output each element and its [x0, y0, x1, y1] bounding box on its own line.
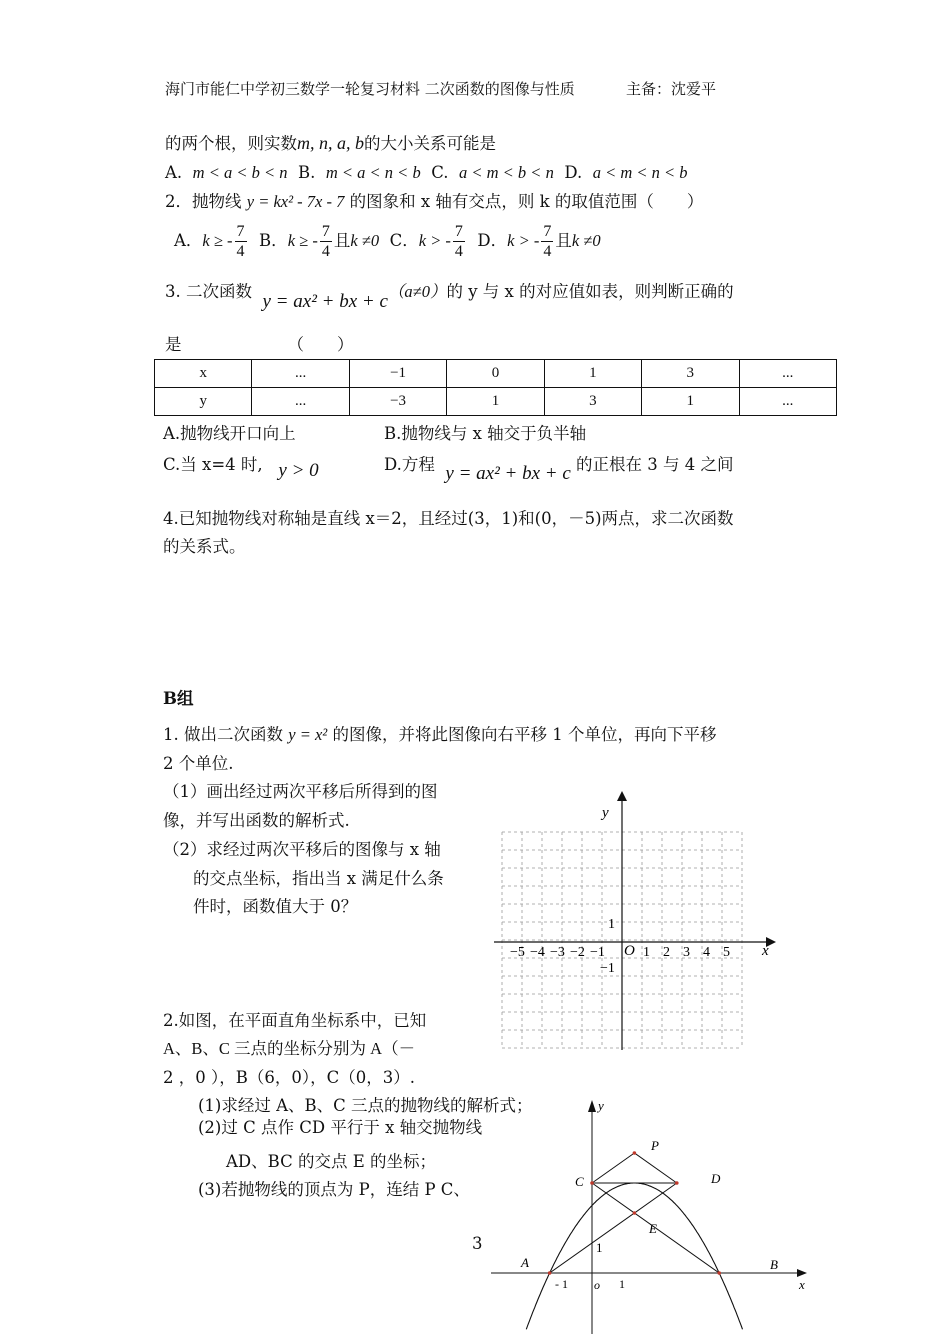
grid-origin: O: [624, 943, 635, 959]
table-cell: 1: [544, 360, 641, 388]
q3-value-table: [154, 359, 837, 416]
b1-part2-l1: （2）求经过两次平移后的图像与 x 轴: [163, 840, 441, 859]
q4-line1: 4.已知抛物线对称轴是直线 x＝2，且经过(3，1)和(0，－5)两点，求二次函数: [163, 509, 734, 528]
grid-x-tick: −4: [530, 945, 545, 960]
b1-stem: 1. 做出二次函数 y = x² 的图像，并将此图像向右平移 1 个单位，再向下平移: [163, 725, 717, 744]
parabola-curve: [526, 1183, 742, 1329]
grid-x-tick: −2: [570, 945, 585, 960]
q1-opt-c[interactable]: C. a < m < b < n: [431, 163, 554, 182]
figure-point: [717, 1271, 721, 1275]
grid-x-tick: 1: [643, 945, 650, 960]
b1-part1-l2: 像，并写出函数的解析式.: [163, 811, 350, 830]
grid-x-tick: −5: [510, 945, 525, 960]
table-cell: −1: [349, 360, 447, 388]
b2-line2: A、B、C 三点的坐标分别为 A（－: [163, 1039, 416, 1058]
b1-part2-l3: 件时，函数值大于 0？: [193, 897, 358, 916]
table-cell: 1: [447, 388, 544, 416]
b2-sub1: (1)求经过 A、B、C 三点的抛物线的解析式；: [198, 1096, 533, 1115]
label-origin: o: [594, 1278, 600, 1292]
b2-sub2: (2)过 C 点作 CD 平行于 x 轴交抛物线: [198, 1118, 483, 1137]
fig-tick-y1: 1: [596, 1240, 603, 1255]
grid-x-tick: −1: [590, 945, 605, 960]
label-a: A: [521, 1255, 529, 1270]
grid-x-tick: 5: [723, 945, 730, 960]
q3-opt-d[interactable]: D.方程 y = ax² + bx + c 的正根在 3 与 4 之间: [384, 455, 734, 484]
grid-y-tick-minus-1: −1: [600, 961, 615, 976]
grid-y-tick-1: 1: [608, 917, 615, 932]
q2-stem: 2．抛物线 y = kx² - 7x - 7 的图象和 x 轴有交点，则 k 的取值范围（ ）: [165, 192, 704, 211]
b1-part1-l1: （1）画出经过两次平移后所得到的图: [163, 782, 438, 801]
table-cell: −3: [349, 388, 447, 416]
header-title: 海门市能仁中学初三数学一轮复习材料 二次函数的图像与性质: [165, 80, 575, 98]
q1-options: [165, 163, 688, 183]
fig-y-label: y: [598, 1098, 604, 1113]
grid-x-tick: 3: [683, 945, 690, 960]
q2-opt-b[interactable]: B．k ≥ - $\frac{7}{4}$ 且k ≠0: [259, 223, 380, 260]
q1-stem: 的两个根，则实数m, n, a, b的大小关系可能是: [165, 133, 496, 153]
table-row: [155, 360, 837, 388]
coordinate-grid: [490, 785, 780, 1055]
q1-opt-d[interactable]: D. a < m < n < b: [564, 163, 688, 182]
b1-stem-line2: 2 个单位.: [163, 754, 234, 773]
table-cell: ...: [252, 360, 349, 388]
label-p: P: [651, 1138, 659, 1153]
fig-tick-x1: 1: [619, 1277, 625, 1291]
q2-opt-c[interactable]: C．k > - $\frac{7}{4}$: [389, 223, 463, 260]
q1-opt-b[interactable]: B. m < a < n < b: [298, 163, 421, 182]
table-cell: 0: [447, 360, 544, 388]
figure-segment: [634, 1153, 676, 1183]
table-row: [155, 388, 837, 416]
table-cell: ...: [252, 388, 349, 416]
label-d: D: [711, 1171, 721, 1186]
table-cell: 1: [642, 388, 739, 416]
q4-line2: 的关系式。: [163, 537, 246, 556]
q3-stem: 3. 二次函数 y = ax² + bx + c（a≠0）的 y 与 x 的对应值如表，则判断正确的: [165, 282, 734, 312]
fig-x-label: x: [799, 1277, 805, 1292]
fig-tick-neg1: - 1: [555, 1277, 568, 1291]
table-cell: y: [155, 388, 252, 416]
figure-segment: [550, 1183, 677, 1273]
table-cell: 3: [544, 388, 641, 416]
table-cell: 3: [642, 360, 739, 388]
table-cell: ...: [739, 388, 837, 416]
parabola-figure: [485, 1092, 815, 1334]
b2-sub3: (3)若抛物线的顶点为 P，连结 P C、: [198, 1180, 470, 1199]
header-author: 主备：沈爱平: [626, 80, 717, 98]
q2-options: [174, 222, 601, 261]
b2-sub2b: AD、BC 的交点 E 的坐标；: [226, 1152, 436, 1171]
q3-opt-c[interactable]: C.当 x=4 时, y > 0: [163, 455, 319, 481]
grid-x-tick: −3: [550, 945, 565, 960]
figure-point: [633, 1211, 637, 1215]
table-cell: ...: [739, 360, 837, 388]
grid-x-label: x: [762, 943, 769, 959]
q3-opt-a[interactable]: A.抛物线开口向上: [163, 424, 296, 443]
group-b-title: B组: [163, 689, 194, 708]
figure-point: [548, 1271, 552, 1275]
label-c: C: [575, 1174, 584, 1189]
q2-opt-d[interactable]: D．k > - $\frac{7}{4}$ 且k ≠0: [477, 223, 601, 260]
fig-x-axis-arrow: [797, 1269, 807, 1277]
figure-segment: [592, 1153, 634, 1183]
figure-point: [590, 1181, 594, 1185]
b2-line3: 2 ，0 ），B（6，0），C（0，3）.: [163, 1068, 415, 1087]
q1-opt-a[interactable]: A. m < a < b < n: [165, 163, 288, 182]
y-axis-arrow: [617, 791, 627, 801]
fig-y-axis-arrow: [588, 1100, 596, 1112]
label-b: B: [770, 1257, 778, 1272]
table-cell: x: [155, 360, 252, 388]
grid-x-tick: 4: [703, 945, 710, 960]
figure-point: [675, 1181, 679, 1185]
label-e: E: [649, 1221, 657, 1236]
grid-x-tick: 2: [663, 945, 670, 960]
figure-point: [633, 1151, 637, 1155]
q3-opt-b[interactable]: B.抛物线与 x 轴交于负半轴: [384, 424, 587, 443]
b1-part2-l2: 的交点坐标，指出当 x 满足什么条: [193, 869, 444, 888]
q2-opt-a[interactable]: A．k ≥ - $\frac{7}{4}$: [174, 223, 245, 260]
page-number: 3: [472, 1234, 483, 1253]
grid-y-label: y: [602, 805, 609, 821]
q3-line2: 是 （ ）: [165, 335, 354, 354]
b2-line1: 2.如图，在平面直角坐标系中，已知: [163, 1011, 427, 1030]
